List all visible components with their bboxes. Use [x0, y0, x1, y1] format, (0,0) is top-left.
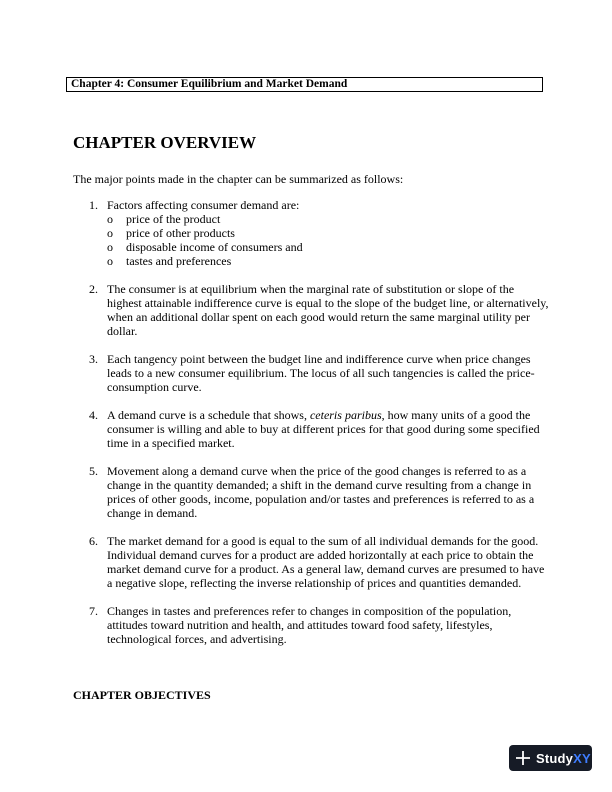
sub-item-text: price of other products [126, 226, 235, 240]
point-number: 4. [89, 408, 98, 422]
point-number: 6. [89, 534, 98, 548]
point-number: 2. [89, 282, 98, 296]
point-number: 5. [89, 464, 98, 478]
point-1 [89, 198, 549, 268]
point-6 [89, 534, 549, 590]
point-4 [89, 408, 549, 450]
circle-bullet: o [107, 240, 113, 254]
sub-item-text: disposable income of consumers and [126, 240, 303, 254]
point-number: 3. [89, 352, 98, 366]
sub-item-text: price of the product [126, 212, 221, 226]
point-number: 7. [89, 604, 98, 618]
chapter-header-box [66, 77, 543, 92]
objectives-heading: CHAPTER OBJECTIVES [73, 688, 211, 702]
badge-brand [536, 751, 591, 766]
circle-bullet: o [107, 212, 113, 226]
overview-intro: The major points made in the chapter can be summarized as follows: [73, 172, 404, 186]
point-number: 1. [89, 198, 98, 212]
point-3 [89, 352, 549, 394]
point-text-before: A demand curve is a schedule that shows, [107, 408, 310, 422]
point-text: Movement along a demand curve when the price of the good changes is referred to as a change in the quantity demanded; a shift in the demand curve resulting from a change in prices of other goods, income, population and/or tastes and preferences is referred to as a change in demand. [107, 464, 535, 520]
sub-item [107, 226, 549, 240]
point-text: The market demand for a good is equal to the sum of all individual demands for the good. Individual demand curves for a product are added horizontally at each price to obtain the market demand curve for a product. As a general law, demand curves are presumed to have a negative slope, reflecting the inverse relationship of prices and quantities demanded. [107, 534, 545, 590]
circle-bullet: o [107, 226, 113, 240]
studyxy-badge[interactable] [509, 745, 592, 771]
point-7 [89, 604, 549, 646]
point-text: Changes in tastes and preferences refer to changes in composition of the population, attitudes toward nutrition and health, and attitudes toward food safety, lifestyles, technological forces, and advertising. [107, 604, 512, 646]
point-text-italic: ceteris paribus [309, 408, 382, 422]
sub-item-text: tastes and preferences [126, 254, 232, 268]
badge-brand-main: Study [536, 750, 574, 766]
badge-brand-accent: XY [573, 750, 591, 766]
point-2 [89, 282, 549, 338]
point-text: Each tangency point between the budget line and indifference curve when price changes leads to a new consumer equilibrium. The locus of all such tangencies is called the price-consumption curve. [107, 352, 535, 394]
sub-item [107, 240, 549, 254]
sub-item [107, 254, 549, 268]
chapter-title: Chapter 4: Consumer Equilibrium and Market Demand [71, 78, 348, 90]
overview-points-list [89, 198, 549, 660]
plus-icon [515, 750, 531, 766]
factor-sublist [107, 212, 549, 268]
point-text-after: , how many units of a good the consumer is willing and able to buy at different prices for that good during some specified time in a specified market. [107, 408, 540, 450]
sub-item [107, 212, 549, 226]
circle-bullet: o [107, 254, 113, 268]
point-text: Factors affecting consumer demand are: [107, 198, 300, 212]
point-5 [89, 464, 549, 520]
overview-heading: CHAPTER OVERVIEW [73, 133, 257, 152]
point-text: The consumer is at equilibrium when the marginal rate of substitution or slope of the highest attainable indifference curve is equal to the slope of the budget line, or alternatively, when an additional dollar spent on each good would return the same marginal utility per dollar. [107, 282, 549, 338]
